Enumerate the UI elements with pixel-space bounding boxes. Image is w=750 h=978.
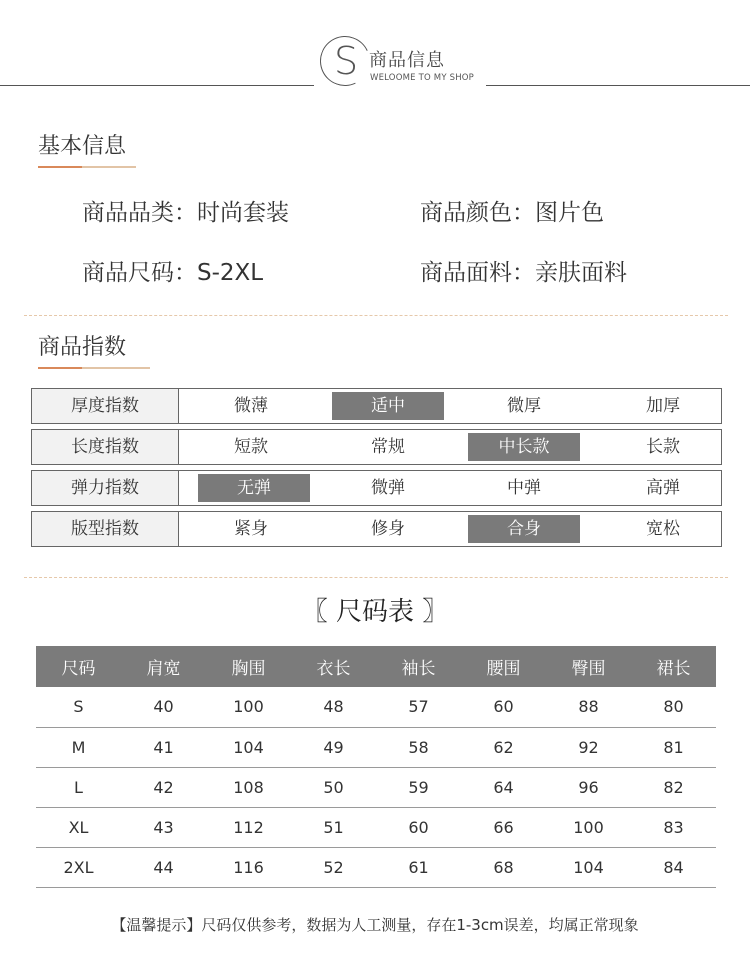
table-cell: 104 — [546, 847, 631, 887]
table-cell: 51 — [291, 807, 376, 847]
table-cell: 82 — [631, 767, 716, 807]
column-header: 尺码 — [36, 646, 121, 687]
table-cell: 92 — [546, 727, 631, 767]
column-header: 胸围 — [206, 646, 291, 687]
index-option: 紧身 — [234, 519, 268, 539]
column-header: 衣长 — [291, 646, 376, 687]
info-value: 亲肤面料 — [535, 260, 627, 286]
table-cell: 40 — [121, 687, 206, 727]
index-option-selected: 合身 — [468, 515, 580, 543]
table-cell: 104 — [206, 727, 291, 767]
table-cell: 96 — [546, 767, 631, 807]
info-value: S-2XL — [197, 260, 264, 286]
table-cell: 61 — [376, 847, 461, 887]
section-divider — [24, 577, 728, 578]
table-cell: L — [36, 767, 121, 807]
table-cell: 52 — [291, 847, 376, 887]
table-cell: 42 — [121, 767, 206, 807]
info-item-fabric: 商品面料：亲肤面料 — [420, 260, 627, 286]
table-cell: 64 — [461, 767, 546, 807]
index-option-selected: 适中 — [332, 392, 444, 420]
table-cell: 68 — [461, 847, 546, 887]
basic-info-title: 基本信息 — [38, 134, 127, 159]
info-label: 商品面料 — [420, 260, 512, 286]
table-row — [36, 847, 716, 887]
table-cell: 100 — [546, 807, 631, 847]
table-cell: 112 — [206, 807, 291, 847]
table-cell: 57 — [376, 687, 461, 727]
table-cell: 41 — [121, 727, 206, 767]
index-option: 微弹 — [371, 478, 405, 498]
index-option: 宽松 — [646, 519, 680, 539]
size-chart-title: 〖 尺码表 〗 — [301, 597, 449, 627]
size-tip-note: 【温馨提示】尺码仅供参考，数据为人工测量，存在1-3cm误差，均属正常现象 — [111, 916, 639, 934]
table-cell: 50 — [291, 767, 376, 807]
table-cell: 62 — [461, 727, 546, 767]
index-option: 加厚 — [646, 396, 680, 416]
table-cell: 49 — [291, 727, 376, 767]
table-cell: XL — [36, 807, 121, 847]
table-cell: 44 — [121, 847, 206, 887]
table-row — [36, 727, 716, 767]
index-label: 厚度指数 — [32, 389, 179, 423]
size-table — [36, 646, 716, 888]
table-cell: 108 — [206, 767, 291, 807]
index-option: 微厚 — [507, 396, 541, 416]
info-value: 图片色 — [535, 200, 604, 226]
table-header-row — [36, 646, 716, 687]
table-cell: 84 — [631, 847, 716, 887]
index-option: 中弹 — [507, 478, 541, 498]
indices-underline — [38, 367, 150, 369]
table-cell: 60 — [376, 807, 461, 847]
index-row-thickness — [31, 388, 722, 424]
column-header: 臀围 — [546, 646, 631, 687]
column-header: 裙长 — [631, 646, 716, 687]
table-cell: S — [36, 687, 121, 727]
column-header: 肩宽 — [121, 646, 206, 687]
table-cell: 43 — [121, 807, 206, 847]
index-row-fit — [31, 511, 722, 547]
indices-title: 商品指数 — [38, 335, 127, 360]
table-cell: 80 — [631, 687, 716, 727]
info-label: 商品尺码 — [82, 260, 174, 286]
table-cell: 116 — [206, 847, 291, 887]
basic-info-underline — [38, 166, 136, 168]
table-cell: 48 — [291, 687, 376, 727]
index-row-elasticity — [31, 470, 722, 506]
index-option-selected: 无弹 — [198, 474, 310, 502]
table-cell: 66 — [461, 807, 546, 847]
table-row — [36, 687, 716, 727]
index-option: 短款 — [234, 437, 268, 457]
info-value: 时尚套装 — [197, 200, 289, 226]
table-cell: 59 — [376, 767, 461, 807]
column-header: 袖长 — [376, 646, 461, 687]
page-subtitle: WELOOME TO MY SHOP — [370, 73, 475, 83]
index-row-length — [31, 429, 722, 465]
table-cell: 2XL — [36, 847, 121, 887]
table-cell: 83 — [631, 807, 716, 847]
info-item-color: 商品颜色：图片色 — [420, 200, 604, 226]
column-header: 腰围 — [461, 646, 546, 687]
table-cell: 81 — [631, 727, 716, 767]
index-option: 修身 — [371, 519, 405, 539]
table-cell: 100 — [206, 687, 291, 727]
table-row — [36, 807, 716, 847]
index-option-selected: 中长款 — [468, 433, 580, 461]
table-cell: 88 — [546, 687, 631, 727]
index-option: 长款 — [646, 437, 680, 457]
table-cell: 58 — [376, 727, 461, 767]
page-title: 商品信息 — [369, 50, 445, 71]
index-option: 常规 — [371, 437, 405, 457]
index-label: 版型指数 — [32, 512, 179, 546]
info-item-category: 商品品类：时尚套装 — [82, 200, 289, 226]
index-option: 微薄 — [234, 396, 268, 416]
section-divider — [24, 315, 728, 316]
table-cell: 60 — [461, 687, 546, 727]
logo-letter: S — [333, 39, 359, 83]
info-label: 商品品类 — [82, 200, 174, 226]
table-cell: M — [36, 727, 121, 767]
info-label: 商品颜色 — [420, 200, 512, 226]
info-item-size: 商品尺码：S-2XL — [82, 260, 264, 286]
index-label: 长度指数 — [32, 430, 179, 464]
index-label: 弹力指数 — [32, 471, 179, 505]
table-row — [36, 767, 716, 807]
index-option: 高弹 — [646, 478, 680, 498]
